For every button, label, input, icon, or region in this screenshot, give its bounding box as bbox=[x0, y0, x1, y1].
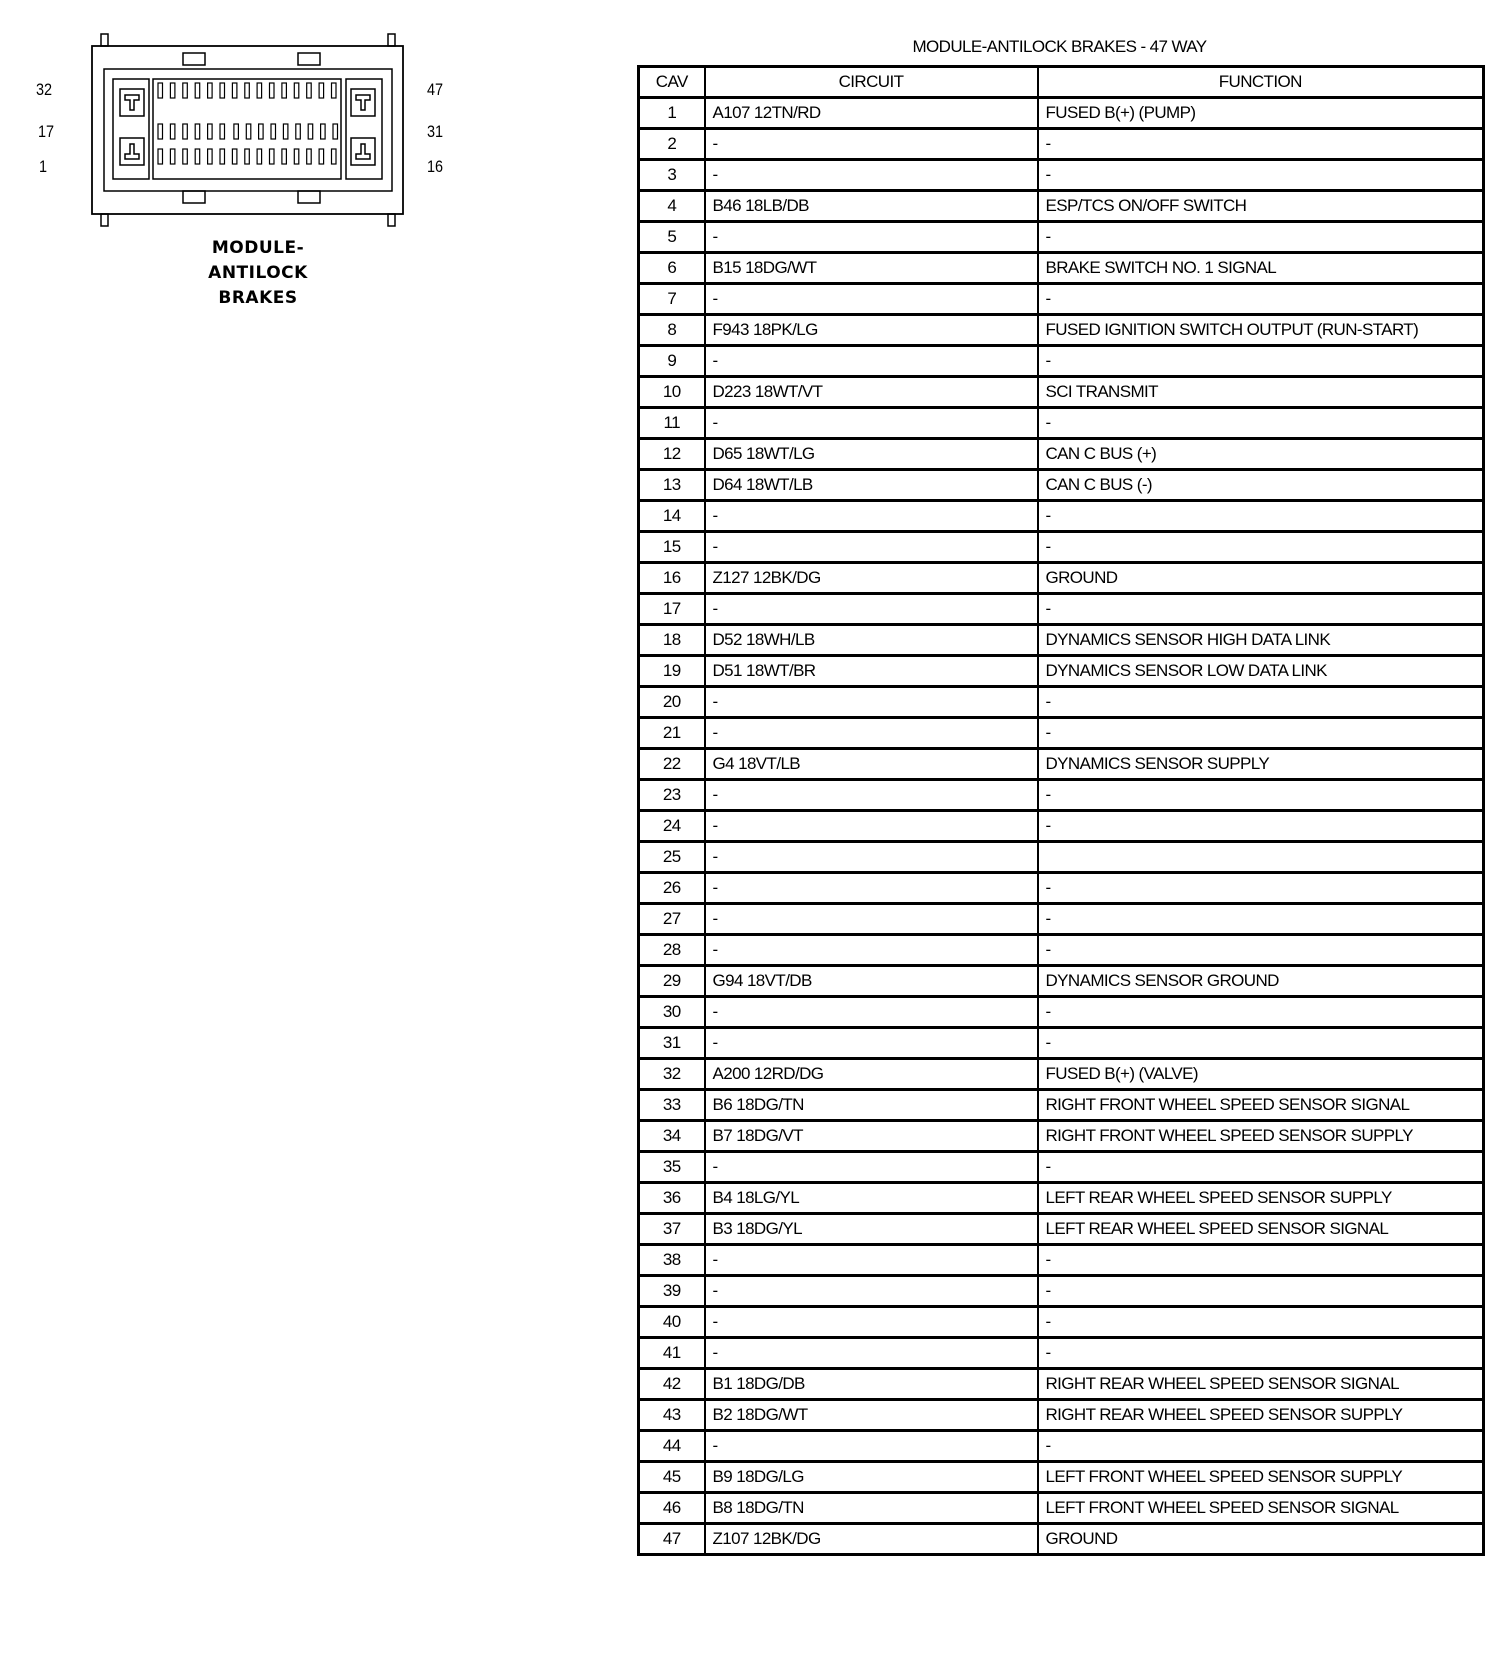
table-row bbox=[639, 470, 1484, 501]
table-row bbox=[639, 687, 1484, 718]
table-row bbox=[639, 563, 1484, 594]
circuit-cell: - bbox=[705, 1152, 1038, 1183]
function-cell: - bbox=[1038, 687, 1484, 718]
pin-slot bbox=[183, 124, 188, 139]
function-cell: - bbox=[1038, 532, 1484, 563]
cav-cell: 29 bbox=[639, 966, 705, 997]
function-cell: - bbox=[1038, 780, 1484, 811]
table-row bbox=[639, 377, 1484, 408]
cav-cell: 22 bbox=[639, 749, 705, 780]
circuit-cell: B7 18DG/VT bbox=[705, 1121, 1038, 1152]
circuit-cell: - bbox=[705, 594, 1038, 625]
function-cell: - bbox=[1038, 284, 1484, 315]
cav-cell: 24 bbox=[639, 811, 705, 842]
circuit-cell: B15 18DG/WT bbox=[705, 253, 1038, 284]
housing-post bbox=[101, 214, 108, 226]
circuit-cell: Z127 12BK/DG bbox=[705, 563, 1038, 594]
function-cell: - bbox=[1038, 346, 1484, 377]
pin-slot bbox=[333, 124, 338, 139]
function-cell: FUSED IGNITION SWITCH OUTPUT (RUN-START) bbox=[1038, 315, 1484, 346]
pin-slot bbox=[232, 83, 237, 98]
cav-cell: 16 bbox=[639, 563, 705, 594]
table-row bbox=[639, 439, 1484, 470]
function-cell: - bbox=[1038, 1028, 1484, 1059]
cav-cell: 1 bbox=[639, 98, 705, 129]
cav-cell: 20 bbox=[639, 687, 705, 718]
circuit-cell: - bbox=[705, 284, 1038, 315]
housing-latch bbox=[183, 53, 205, 65]
pin-label-47: 47 bbox=[427, 80, 444, 99]
function-cell: LEFT FRONT WHEEL SPEED SENSOR SUPPLY bbox=[1038, 1462, 1484, 1493]
connector-housing bbox=[92, 46, 403, 214]
function-cell: DYNAMICS SENSOR HIGH DATA LINK bbox=[1038, 625, 1484, 656]
function-cell: - bbox=[1038, 1307, 1484, 1338]
table-row bbox=[639, 1369, 1484, 1400]
circuit-cell: - bbox=[705, 408, 1038, 439]
function-cell: DYNAMICS SENSOR GROUND bbox=[1038, 966, 1484, 997]
circuit-cell: - bbox=[705, 501, 1038, 532]
function-cell: RIGHT FRONT WHEEL SPEED SENSOR SUPPLY bbox=[1038, 1121, 1484, 1152]
pin-slot bbox=[208, 83, 213, 98]
table-row bbox=[639, 904, 1484, 935]
circuit-cell: - bbox=[705, 222, 1038, 253]
function-cell: LEFT REAR WHEEL SPEED SENSOR SIGNAL bbox=[1038, 1214, 1484, 1245]
pinout-table bbox=[637, 65, 1485, 1556]
table-row bbox=[639, 1307, 1484, 1338]
table-row bbox=[639, 1121, 1484, 1152]
circuit-cell: - bbox=[705, 811, 1038, 842]
cav-cell: 34 bbox=[639, 1121, 705, 1152]
circuit-cell: - bbox=[705, 1431, 1038, 1462]
circuit-cell: - bbox=[705, 1028, 1038, 1059]
pin-slot bbox=[232, 149, 237, 164]
function-cell: GROUND bbox=[1038, 1524, 1484, 1555]
cav-cell: 19 bbox=[639, 656, 705, 687]
function-cell: BRAKE SWITCH NO. 1 SIGNAL bbox=[1038, 253, 1484, 284]
pin-label-1: 1 bbox=[39, 157, 48, 176]
pin-slot bbox=[158, 149, 163, 164]
terminal-left-lower bbox=[120, 138, 144, 165]
housing-latch bbox=[298, 53, 320, 65]
housing-post bbox=[101, 34, 108, 46]
function-cell: - bbox=[1038, 222, 1484, 253]
function-cell: - bbox=[1038, 873, 1484, 904]
table-row bbox=[639, 749, 1484, 780]
cav-cell: 8 bbox=[639, 315, 705, 346]
cav-cell: 10 bbox=[639, 377, 705, 408]
header-cav: CAV bbox=[639, 67, 705, 98]
function-cell: - bbox=[1038, 935, 1484, 966]
pin-slot bbox=[170, 149, 175, 164]
pin-slot bbox=[321, 124, 326, 139]
cav-cell: 9 bbox=[639, 346, 705, 377]
connector-inner-frame bbox=[104, 69, 392, 191]
circuit-cell: G4 18VT/LB bbox=[705, 749, 1038, 780]
function-cell: DYNAMICS SENSOR SUPPLY bbox=[1038, 749, 1484, 780]
circuit-cell: B6 18DG/TN bbox=[705, 1090, 1038, 1121]
cav-cell: 7 bbox=[639, 284, 705, 315]
circuit-cell: - bbox=[705, 1307, 1038, 1338]
function-cell: - bbox=[1038, 811, 1484, 842]
table-row bbox=[639, 1431, 1484, 1462]
circuit-cell: - bbox=[705, 718, 1038, 749]
pin-slot bbox=[319, 83, 324, 98]
circuit-cell: - bbox=[705, 904, 1038, 935]
pin-slot bbox=[183, 149, 188, 164]
circuit-cell: - bbox=[705, 1338, 1038, 1369]
pin-slot bbox=[307, 83, 312, 98]
table-row bbox=[639, 346, 1484, 377]
function-cell: - bbox=[1038, 594, 1484, 625]
circuit-cell: G94 18VT/DB bbox=[705, 966, 1038, 997]
function-cell: RIGHT REAR WHEEL SPEED SENSOR SIGNAL bbox=[1038, 1369, 1484, 1400]
function-cell: - bbox=[1038, 160, 1484, 191]
circuit-cell: D223 18WT/VT bbox=[705, 377, 1038, 408]
pin-slot bbox=[319, 149, 324, 164]
terminal-left-upper bbox=[120, 89, 144, 116]
circuit-cell: - bbox=[705, 1276, 1038, 1307]
connector-face-drawing bbox=[0, 0, 460, 240]
cav-cell: 21 bbox=[639, 718, 705, 749]
terminal-right-lower-key bbox=[356, 144, 370, 159]
table-row bbox=[639, 1338, 1484, 1369]
header-circuit: CIRCUIT bbox=[705, 67, 1038, 98]
pin-slot bbox=[246, 124, 251, 139]
pin-slot bbox=[296, 124, 301, 139]
function-cell: - bbox=[1038, 129, 1484, 160]
table-row bbox=[639, 1245, 1484, 1276]
cav-cell: 33 bbox=[639, 1090, 705, 1121]
pin-slot bbox=[245, 83, 250, 98]
circuit-cell: A107 12TN/RD bbox=[705, 98, 1038, 129]
pin-slot bbox=[257, 83, 262, 98]
cav-cell: 42 bbox=[639, 1369, 705, 1400]
circuit-cell: Z107 12BK/DG bbox=[705, 1524, 1038, 1555]
table-row bbox=[639, 718, 1484, 749]
function-cell: ESP/TCS ON/OFF SWITCH bbox=[1038, 191, 1484, 222]
table-row bbox=[639, 1059, 1484, 1090]
cav-cell: 32 bbox=[639, 1059, 705, 1090]
housing-post bbox=[388, 214, 395, 226]
circuit-cell: D64 18WT/LB bbox=[705, 470, 1038, 501]
circuit-cell: B4 18LG/YL bbox=[705, 1183, 1038, 1214]
circuit-cell: B1 18DG/DB bbox=[705, 1369, 1038, 1400]
pin-slot bbox=[259, 124, 264, 139]
function-cell: LEFT REAR WHEEL SPEED SENSOR SUPPLY bbox=[1038, 1183, 1484, 1214]
circuit-cell: - bbox=[705, 997, 1038, 1028]
header-function: FUNCTION bbox=[1038, 67, 1484, 98]
cav-cell: 2 bbox=[639, 129, 705, 160]
function-cell: - bbox=[1038, 1431, 1484, 1462]
pin-slot bbox=[220, 149, 225, 164]
circuit-cell: - bbox=[705, 532, 1038, 563]
pin-slot bbox=[282, 83, 287, 98]
table-row bbox=[639, 1028, 1484, 1059]
table-row bbox=[639, 1183, 1484, 1214]
pin-slot bbox=[270, 149, 275, 164]
table-row bbox=[639, 1493, 1484, 1524]
table-row bbox=[639, 873, 1484, 904]
pin-slot bbox=[307, 149, 312, 164]
pin-slot bbox=[294, 83, 299, 98]
circuit-cell: - bbox=[705, 873, 1038, 904]
table-row bbox=[639, 1090, 1484, 1121]
table-row bbox=[639, 191, 1484, 222]
cav-cell: 40 bbox=[639, 1307, 705, 1338]
circuit-cell: D52 18WH/LB bbox=[705, 625, 1038, 656]
pin-slot bbox=[195, 83, 200, 98]
pin-slot bbox=[170, 83, 175, 98]
circuit-cell: - bbox=[705, 1245, 1038, 1276]
cav-cell: 28 bbox=[639, 935, 705, 966]
pin-slot bbox=[270, 83, 275, 98]
function-cell: CAN C BUS (+) bbox=[1038, 439, 1484, 470]
cav-cell: 37 bbox=[639, 1214, 705, 1245]
table-row bbox=[639, 315, 1484, 346]
cav-cell: 35 bbox=[639, 1152, 705, 1183]
pin-label-16: 16 bbox=[427, 157, 444, 176]
pin-slot bbox=[170, 124, 175, 139]
cav-cell: 3 bbox=[639, 160, 705, 191]
function-cell: LEFT FRONT WHEEL SPEED SENSOR SIGNAL bbox=[1038, 1493, 1484, 1524]
cav-cell: 41 bbox=[639, 1338, 705, 1369]
circuit-cell: - bbox=[705, 160, 1038, 191]
circuit-cell: F943 18PK/LG bbox=[705, 315, 1038, 346]
table-row bbox=[639, 284, 1484, 315]
cav-cell: 15 bbox=[639, 532, 705, 563]
table-row bbox=[639, 1400, 1484, 1431]
pin-slot bbox=[158, 83, 163, 98]
pin-slot bbox=[220, 124, 225, 139]
table-row bbox=[639, 253, 1484, 284]
pin-label-32: 32 bbox=[36, 80, 53, 99]
table-row bbox=[639, 997, 1484, 1028]
table-row bbox=[639, 966, 1484, 997]
circuit-cell: D51 18WT/BR bbox=[705, 656, 1038, 687]
cav-cell: 11 bbox=[639, 408, 705, 439]
cav-cell: 26 bbox=[639, 873, 705, 904]
terminal-left-upper-key bbox=[125, 95, 139, 110]
pin-slot bbox=[332, 149, 337, 164]
circuit-cell: - bbox=[705, 346, 1038, 377]
function-cell: CAN C BUS (-) bbox=[1038, 470, 1484, 501]
cav-cell: 45 bbox=[639, 1462, 705, 1493]
table-row bbox=[639, 1214, 1484, 1245]
cav-cell: 5 bbox=[639, 222, 705, 253]
pin-slot bbox=[294, 149, 299, 164]
connector-name-label: MODULE- ANTILOCK BRAKES bbox=[208, 238, 308, 308]
pin-slot bbox=[158, 124, 163, 139]
pin-slot bbox=[308, 124, 313, 139]
table-row bbox=[639, 656, 1484, 687]
function-cell: FUSED B(+) (PUMP) bbox=[1038, 98, 1484, 129]
cav-cell: 36 bbox=[639, 1183, 705, 1214]
function-cell bbox=[1038, 842, 1484, 873]
table-row bbox=[639, 160, 1484, 191]
terminal-right-upper bbox=[351, 89, 375, 116]
cav-cell: 25 bbox=[639, 842, 705, 873]
pin-slot bbox=[332, 83, 337, 98]
cav-cell: 18 bbox=[639, 625, 705, 656]
pin-slot bbox=[208, 124, 213, 139]
function-cell: SCI TRANSMIT bbox=[1038, 377, 1484, 408]
function-cell: FUSED B(+) (VALVE) bbox=[1038, 1059, 1484, 1090]
function-cell: RIGHT REAR WHEEL SPEED SENSOR SUPPLY bbox=[1038, 1400, 1484, 1431]
function-cell: - bbox=[1038, 408, 1484, 439]
function-cell: - bbox=[1038, 501, 1484, 532]
pin-label-17: 17 bbox=[38, 122, 55, 141]
table-body bbox=[639, 98, 1484, 1555]
function-cell: GROUND bbox=[1038, 563, 1484, 594]
function-cell: - bbox=[1038, 1245, 1484, 1276]
circuit-cell: - bbox=[705, 129, 1038, 160]
pin-slot bbox=[271, 124, 276, 139]
circuit-cell: - bbox=[705, 842, 1038, 873]
table-row bbox=[639, 842, 1484, 873]
circuit-cell: B2 18DG/WT bbox=[705, 1400, 1038, 1431]
cav-cell: 17 bbox=[639, 594, 705, 625]
circuit-cell: B8 18DG/TN bbox=[705, 1493, 1038, 1524]
cav-cell: 6 bbox=[639, 253, 705, 284]
table-row bbox=[639, 222, 1484, 253]
circuit-cell: - bbox=[705, 935, 1038, 966]
housing-latch bbox=[298, 191, 320, 203]
cav-cell: 31 bbox=[639, 1028, 705, 1059]
function-cell: - bbox=[1038, 1152, 1484, 1183]
table-row bbox=[639, 1524, 1484, 1555]
pin-slot bbox=[282, 149, 287, 164]
circuit-cell: D65 18WT/LG bbox=[705, 439, 1038, 470]
pin-slots bbox=[158, 83, 338, 164]
connector-figure bbox=[0, 0, 460, 330]
circuit-cell: - bbox=[705, 687, 1038, 718]
table-title: MODULE-ANTILOCK BRAKES - 47 WAY bbox=[912, 37, 1207, 56]
table-row bbox=[639, 501, 1484, 532]
cav-cell: 39 bbox=[639, 1276, 705, 1307]
table-row bbox=[639, 129, 1484, 160]
cav-cell: 23 bbox=[639, 780, 705, 811]
cav-cell: 43 bbox=[639, 1400, 705, 1431]
function-cell: - bbox=[1038, 1276, 1484, 1307]
terminal-left-lower-key bbox=[125, 144, 139, 159]
table-row bbox=[639, 780, 1484, 811]
cav-cell: 30 bbox=[639, 997, 705, 1028]
cav-cell: 14 bbox=[639, 501, 705, 532]
terminal-right-lower bbox=[351, 138, 375, 165]
table-row bbox=[639, 98, 1484, 129]
table-row bbox=[639, 1276, 1484, 1307]
circuit-cell: - bbox=[705, 780, 1038, 811]
cav-cell: 4 bbox=[639, 191, 705, 222]
pin-slot bbox=[234, 124, 239, 139]
function-cell: - bbox=[1038, 904, 1484, 935]
function-cell: - bbox=[1038, 718, 1484, 749]
circuit-cell: B3 18DG/YL bbox=[705, 1214, 1038, 1245]
cav-cell: 13 bbox=[639, 470, 705, 501]
table-row bbox=[639, 532, 1484, 563]
table-row bbox=[639, 811, 1484, 842]
pin-label-31: 31 bbox=[427, 122, 444, 141]
pin-slot bbox=[195, 149, 200, 164]
pin-slot bbox=[283, 124, 288, 139]
cav-cell: 38 bbox=[639, 1245, 705, 1276]
table-header-row bbox=[639, 67, 1484, 98]
table-row bbox=[639, 625, 1484, 656]
pin-slot bbox=[245, 149, 250, 164]
circuit-cell: B46 18LB/DB bbox=[705, 191, 1038, 222]
circuit-cell: B9 18DG/LG bbox=[705, 1462, 1038, 1493]
terminal-right-upper-key bbox=[356, 95, 370, 110]
table-row bbox=[639, 935, 1484, 966]
cav-cell: 44 bbox=[639, 1431, 705, 1462]
cav-cell: 12 bbox=[639, 439, 705, 470]
table-row bbox=[639, 1152, 1484, 1183]
circuit-cell: A200 12RD/DG bbox=[705, 1059, 1038, 1090]
function-cell: DYNAMICS SENSOR LOW DATA LINK bbox=[1038, 656, 1484, 687]
housing-post bbox=[388, 34, 395, 46]
table-row bbox=[639, 408, 1484, 439]
cav-cell: 27 bbox=[639, 904, 705, 935]
pin-slot bbox=[183, 83, 188, 98]
table-row bbox=[639, 1462, 1484, 1493]
pin-slot bbox=[195, 124, 200, 139]
function-cell: RIGHT FRONT WHEEL SPEED SENSOR SIGNAL bbox=[1038, 1090, 1484, 1121]
housing-latch bbox=[183, 191, 205, 203]
pin-slot bbox=[208, 149, 213, 164]
pin-slot bbox=[220, 83, 225, 98]
table-row bbox=[639, 594, 1484, 625]
function-cell: - bbox=[1038, 1338, 1484, 1369]
cav-cell: 46 bbox=[639, 1493, 705, 1524]
pin-slot bbox=[257, 149, 262, 164]
cav-cell: 47 bbox=[639, 1524, 705, 1555]
function-cell: - bbox=[1038, 997, 1484, 1028]
